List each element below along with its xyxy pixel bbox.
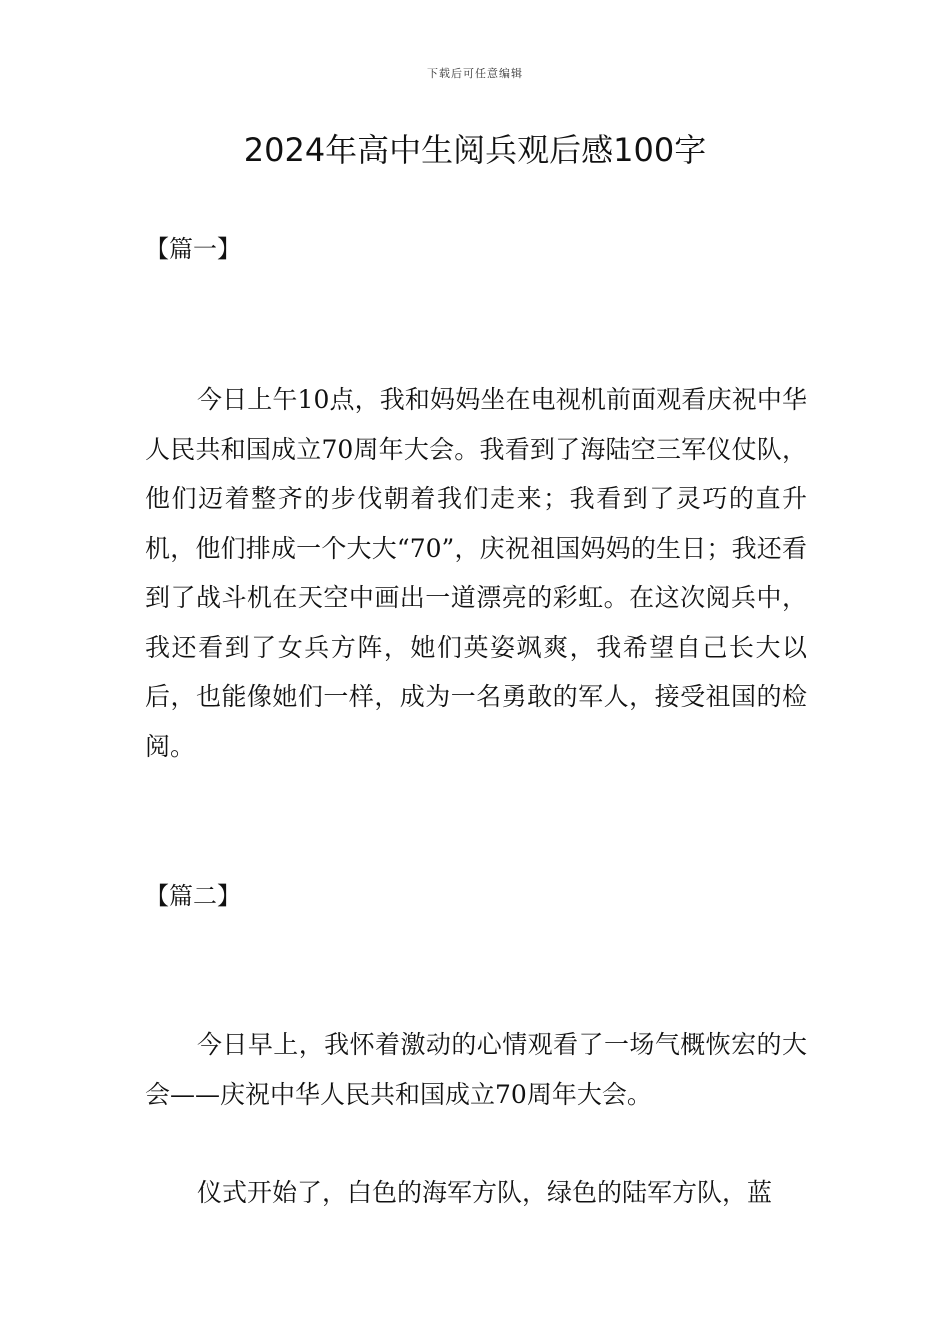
section-2-paragraph-1: 今日早上，我怀着激动的心情观看了一场气概恢宏的大会——庆祝中华人民共和国成立70周年大会。 bbox=[145, 1030, 807, 1109]
section-2-paragraph-2: 仪式开始了，白色的海军方队，绿色的陆军方队，蓝 bbox=[197, 1178, 773, 1207]
section-label-2: 【篇二】 bbox=[145, 882, 241, 910]
document-title: 2024年高中生阅兵观后感100字 bbox=[243, 131, 707, 169]
section-label-1: 【篇一】 bbox=[145, 235, 241, 263]
header-note: 下载后可任意编辑 bbox=[427, 67, 523, 80]
section-1-paragraph-1: 今日上午10点，我和妈妈坐在电视机前面观看庆祝中华人民共和国成立70周年大会。我看到了海陆空三军仪仗队，他们迈着整齐的步伐朝着我们走来；我看到了灵巧的直升机，他们排成一个大大“70”，庆祝祖国妈妈的生日；我还看到了战斗机在天空中画出一道漂亮的彩虹。在这次阅兵中，我还看到了女兵方阵，她们英姿飒爽，我希望自己长大以后，也能像她们一样，成为一名勇敢的军人，接受祖国的检阅。 bbox=[145, 385, 807, 761]
